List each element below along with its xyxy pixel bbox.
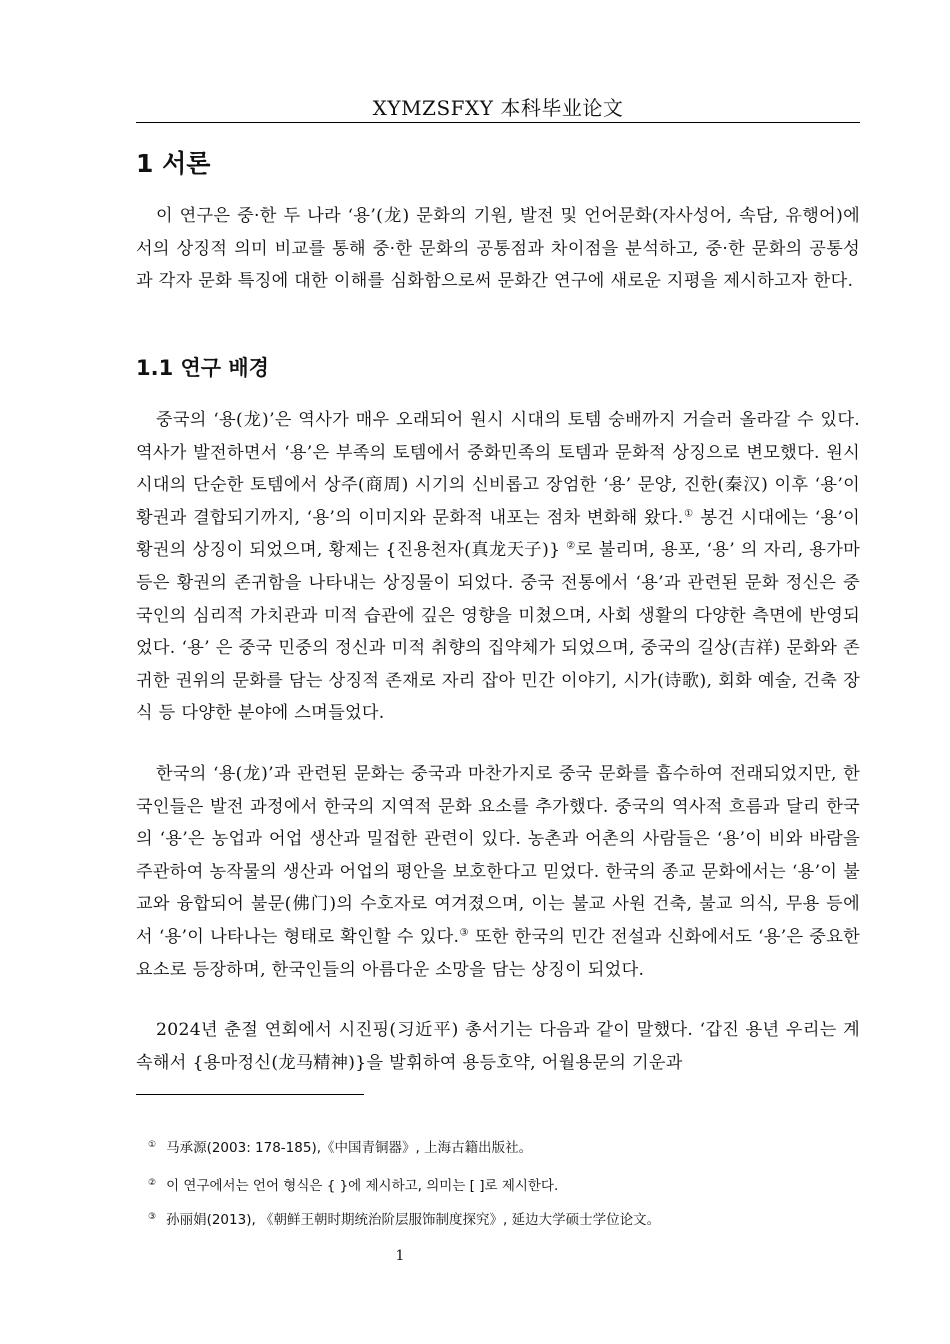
- footnote-1-text: 马承源(2003: 178-185),《中国青铜器》, 上海古籍出版社。: [166, 1140, 533, 1156]
- footnote-rule: [136, 1094, 364, 1095]
- paragraph-1-text-c: 로 불리며, 용포, ‘용’ 의 자리, 용가마 등은 황권의 존귀함을 나타내는 상징물이 되었다. 중국 전통에서 ‘용’과 관련된 문화 정신은 중국인의 심리적 가치관과 미적 습관에 깊은 영향을 미쳤으며, 사회 생활의 다양한 측면에 반영되었다. ‘용’ 은 중국 민중의 정신과 미적 취향의 집약체가 되었으며, 중국의 길상(吉祥) 문화와 존귀한 권위의 문화를 담는 상징적 존재로 자리 잡아 민간 이야기, 시가(诗歌), 회화 예술, 건축 장식 등 다양한 분야에 스며들었다.: [136, 540, 861, 724]
- footnote-1: [148, 1136, 532, 1156]
- section-heading: 1 서론: [136, 149, 211, 178]
- subsection-heading: 1.1 연구 배경: [136, 356, 269, 380]
- paragraph-2-text-a: 한국의 ‘용(龙)’과 관련된 문화는 중국과 마찬가지로 중국 문화를 흡수하여 전래되었지만, 한국인들은 발전 과정에서 한국의 지역적 문화 요소를 추가했다. 중국의 역사적 흐름과 달리 한국의 ‘용’은 농업과 어업 생산과 밀접한 관련이 있다. 농촌과 어촌의 사람들은 ‘용’이 비와 바람을 주관하여 농작물의 생산과 어업의 평안을 보호한다고 믿었다. 한국의 종교 문화에서는 ‘용’이 불교와 융합되어 불문(佛门)의 수호자로 여겨졌으며, 이는 불교 사원 건축, 불교 의식, 무용 등에서 ‘용’이 나타나는 형태로 확인할 수 있다.: [136, 764, 860, 947]
- background-paragraph-2: [136, 758, 860, 986]
- intro-paragraph: 이 연구은 중·한 두 나라 ‘용’(龙) 문화의 기원, 발전 및 언어문화(자사성어, 속담, 유행어)에서의 상징적 의미 비교를 통해 중·한 문화의 공통점과 차이점을 분석하고, 중·한 문화의 공통성과 각자 문화 특징에 대한 이해를 심화함으로써 문화간 연구에 새로운 지평을 제시하고자 한다.: [136, 206, 860, 292]
- footnote-2: [148, 1174, 558, 1194]
- paragraph-1-text-a: 중국의 ‘용(龙)’은 역사가 매우 오래되어 원시 시대의 토템 숭배까지 거슬러 올라갈 수 있다. 역사가 발전하면서 ‘용’은 부족의 토템에서 중화민족의 토템과 문화적 상징으로 변모했다. 원시 시대의 단순한 토템에서 상주(商周) 시기의 신비롭고 장엄한 ‘용’ 문양, 진한(秦汉) 이후 ‘용’이 황권과 결합되기까지, ‘용’의 이미지와 문화적 내포는 점차 변화해 왔다.: [136, 410, 860, 528]
- page-number: 1: [395, 1248, 405, 1264]
- footnote-3-text: 孙丽娟(2013), 《朝鲜王朝时期统治阶层服饰制度探究》, 延边大学硕士学位论文。: [166, 1212, 661, 1228]
- background-paragraph-1: [136, 404, 860, 730]
- running-header: XYMZSFXY 本科毕业论文: [372, 96, 624, 120]
- header-rule: [136, 122, 860, 123]
- paragraph-1-text-b: 봉건 시대에는 ‘용’이 황권의 상징이 되었으며, 황제는 {진용천자(真龙天子)}: [136, 507, 861, 561]
- footnote-2-text: 이 연구에서는 언어 형식은 { }에 제시하고, 의미는 [ ]로 제시한다.: [166, 1178, 559, 1194]
- footnote-ref-1[interactable]: ①: [683, 508, 695, 520]
- footnote-3-mark: ③: [148, 1211, 157, 1222]
- footnote-2-mark: ②: [148, 1177, 157, 1188]
- footnote-ref-2[interactable]: ②: [566, 540, 576, 552]
- footnote-1-mark: ①: [148, 1139, 157, 1150]
- footnote-3: [148, 1208, 660, 1228]
- paragraph-2-text-b: 또한 한국의 민간 전설과 신화에서도 ‘용’은 중요한 요소로 등장하며, 한국인들의 아름다운 소망을 담는 상징이 되었다.: [136, 926, 861, 980]
- footnote-ref-3[interactable]: ③: [459, 927, 469, 939]
- background-paragraph-3: 2024년 춘절 연회에서 시진핑(习近平) 총서기는 다음과 같이 말했다. ‘갑진 용년 우리는 계속해서 {용마정신(龙马精神)}을 발휘하여 용등호약, 어월용문의 기운과: [136, 1020, 860, 1073]
